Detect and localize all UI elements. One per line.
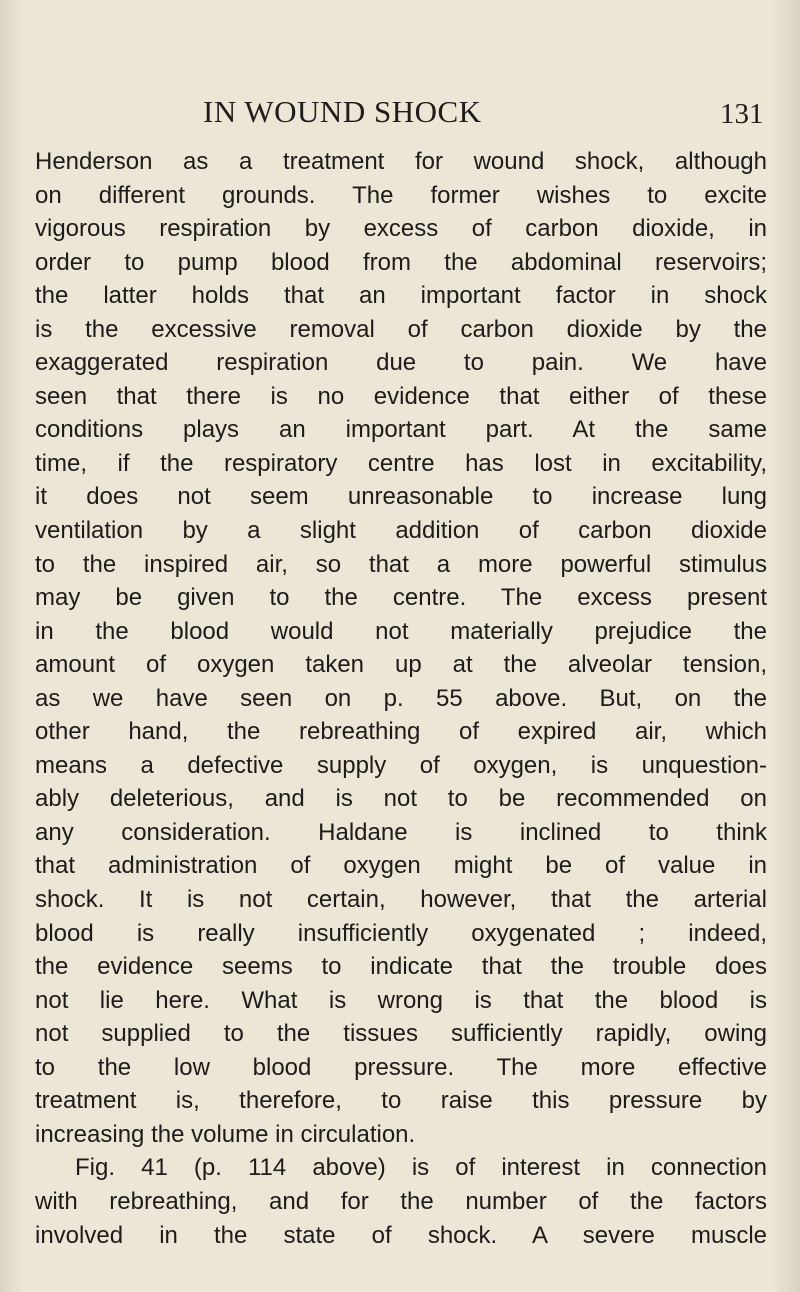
page-edge-shadow [0,0,22,1292]
text-line: on different grounds. The former wishes to excite [35,181,767,209]
text-line: to the low blood pressure. The more effective [35,1053,767,1081]
text-line: other hand, the rebreathing of expired air, which [35,718,767,746]
text-line: blood is really insufficiently oxygenated ; indeed, [35,919,767,947]
text-line: the latter holds that an important factor in shock [35,282,767,310]
text-line: treatment is, therefore, to raise this pressure by [35,1087,767,1115]
text-line: any consideration. Haldane is inclined to think [35,818,767,846]
text-line: seen that there is no evidence that either of these [35,382,767,410]
text-line: amount of oxygen taken up at the alveolar tension, [35,651,767,679]
text-line: that administration of oxygen might be of value in [35,852,767,880]
text-line: order to pump blood from the abdominal reservoirs; [35,248,767,276]
body-text [35,145,767,1252]
text-line: with rebreathing, and for the number of the factors [35,1187,767,1215]
text-line: as we have seen on p. 55 above. But, on the [35,684,767,712]
spine-shadow [772,0,800,1292]
text-line: it does not seem unreasonable to increase lung [35,483,767,511]
text-line: shock. It is not certain, however, that the arterial [35,886,767,914]
text-line: ably deleterious, and is not to be recommended on [35,785,767,813]
running-head [0,94,800,134]
text-line: vigorous respiration by excess of carbon dioxide, in [35,215,767,243]
text-line: means a defective supply of oxygen, is unquestion- [35,751,767,779]
text-line: not supplied to the tissues sufficiently rapidly, owing [35,1020,767,1048]
text-line: is the excessive removal of carbon dioxide by the [35,315,767,343]
text-line: the evidence seems to indicate that the trouble does [35,953,767,981]
text-line: involved in the state of shock. A severe muscle [35,1221,767,1249]
text-line: time, if the respiratory centre has lost in excitability, [35,449,767,477]
text-line-paragraph-start: Fig. 41 (p. 114 above) is of interest in connection [75,1154,767,1182]
page-number: 131 [720,98,764,130]
text-line: to the inspired air, so that a more powerful stimulus [35,550,767,578]
text-line: ventilation by a slight addition of carbon dioxide [35,517,767,545]
text-line-paragraph-end: increasing the volume in circulation. [35,1120,416,1148]
text-line: conditions plays an important part. At the same [35,416,767,444]
running-title: IN WOUND SHOCK [203,94,482,129]
text-line: not lie here. What is wrong is that the blood is [35,986,767,1014]
text-line: in the blood would not materially prejudice the [35,617,767,645]
text-line: may be given to the centre. The excess present [35,584,767,612]
text-line: Henderson as a treatment for wound shock, although [35,148,767,175]
text-line: exaggerated respiration due to pain. We have [35,349,767,377]
